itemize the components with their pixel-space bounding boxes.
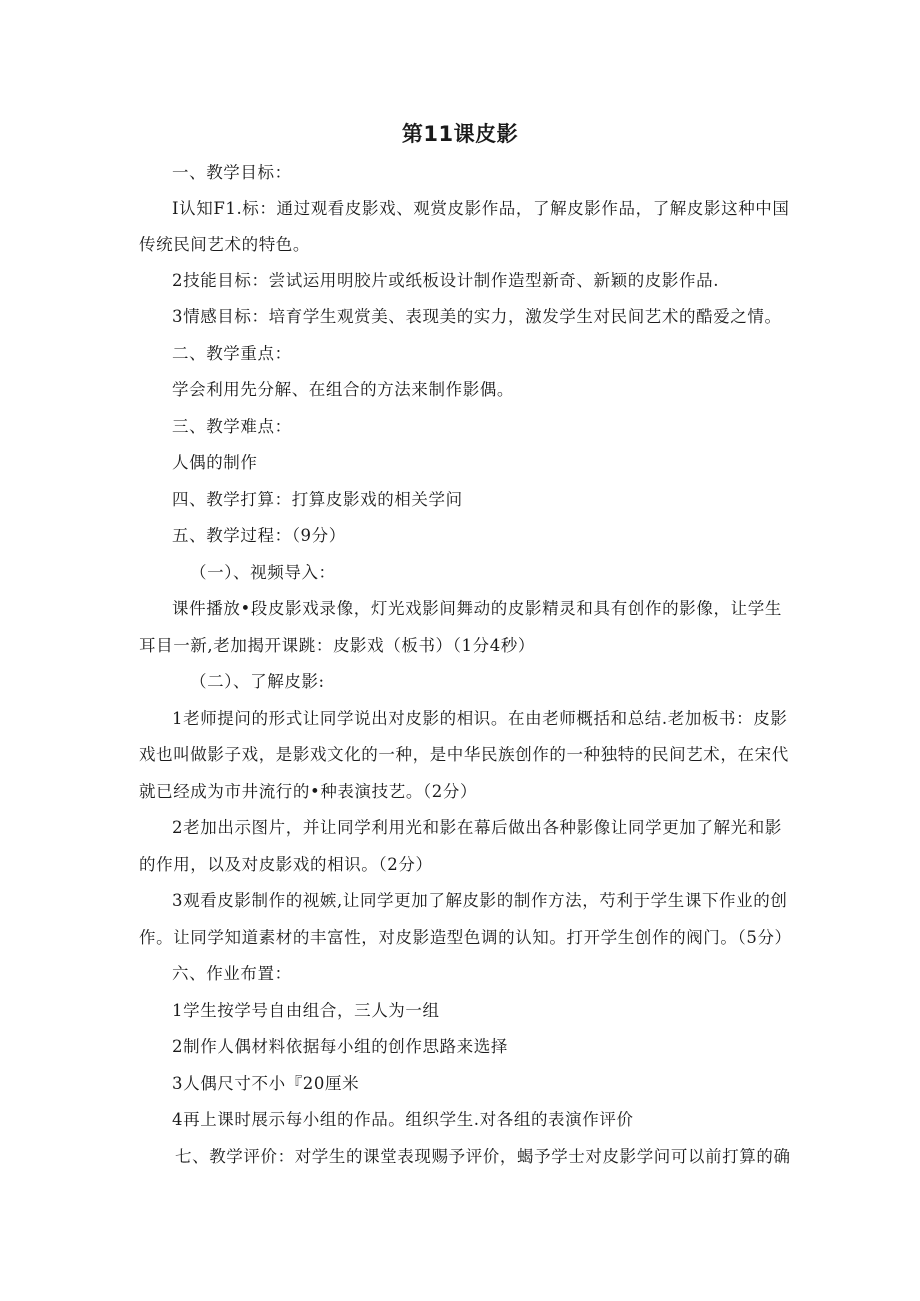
paragraph-line: 2老加出示图片，并让同学利用光和影在幕后做出各种影像让同学更加了解光和影 <box>172 818 782 837</box>
paragraph-line: 作。让同学知道素材的丰富性，对皮影造型色调的认知。打开学生创作的阀门。（5分） <box>139 928 792 947</box>
section-heading-difficulties: 三、教学难点： <box>172 417 292 436</box>
subsection-heading-video: （一）、视频导入： <box>190 563 336 582</box>
section-heading-objectives: 一、教学目标： <box>172 163 292 182</box>
section-heading-key-points: 二、教学重点： <box>172 344 292 363</box>
paragraph-line: I认知F1.标：通过观看皮影戏、观赏皮影作品，了解皮影作品，了解皮影这种中国 <box>172 199 790 218</box>
list-item: 3人偶尺寸不小『20厘米 <box>172 1074 360 1093</box>
paragraph-line: 的作用，以及对皮影戏的相识。（2分） <box>139 855 433 874</box>
document-title: 第11课皮影 <box>401 122 519 146</box>
list-item: 1学生按学号自由组合，三人为一组 <box>172 1001 440 1020</box>
section-heading-preparation: 四、教学打算：打算皮影戏的相关学问 <box>172 490 463 509</box>
paragraph-line: 3情感目标：培育学生观赏美、表现美的实力，激发学生对民间艺术的酷爱之情。 <box>172 307 782 326</box>
paragraph-line: 课件播放•段皮影戏录像，灯光戏影间舞动的皮影精灵和具有创作的影像，让学生 <box>172 599 782 618</box>
section-heading-homework: 六、作业布置： <box>172 964 292 983</box>
paragraph-line: 2技能目标：尝试运用明胶片或纸板设计制作造型新奇、新颖的皮影作品. <box>172 271 720 290</box>
paragraph-line: 学会利用先分解、在组合的方法来制作影偶。 <box>172 380 514 399</box>
paragraph-line: 耳目一新,老加揭开课跳：皮影戏（板书）（1分4秒） <box>139 636 535 655</box>
paragraph-line: 1老师提问的形式让同学说出对皮影的相识。在由老师概括和总结.老加板书：皮影 <box>172 709 788 728</box>
list-item: 2制作人偶材料依据每小组的创作思路来选择 <box>172 1037 508 1056</box>
section-heading-evaluation: 七、教学评价：对学生的课堂表现赐予评价，蝎予学士对皮影学问可以前打算的确 <box>175 1147 791 1166</box>
paragraph-line: 人偶的制作 <box>172 453 258 472</box>
section-heading-process: 五、教学过程：（9分） <box>172 526 346 545</box>
subsection-heading-understand: （二）、了解皮影: <box>190 672 325 691</box>
list-item: 4再上课时展示每小组的作品。组织学生.对各组的表演作评价 <box>172 1110 634 1129</box>
paragraph-line: 戏也叫做影子戏，是影戏文化的一种，是中华民族创作的一种独特的民间艺术，在宋代 <box>139 745 789 764</box>
paragraph-line: 传统民间艺术的特色。 <box>139 235 310 254</box>
paragraph-line: 3观看皮影制作的视嫉,让同学更加了解皮影的制作方法，芍利于学生课下作业的创 <box>172 891 788 910</box>
paragraph-line: 就已经成为市井流行的•种表演技艺。（2分） <box>139 782 478 801</box>
